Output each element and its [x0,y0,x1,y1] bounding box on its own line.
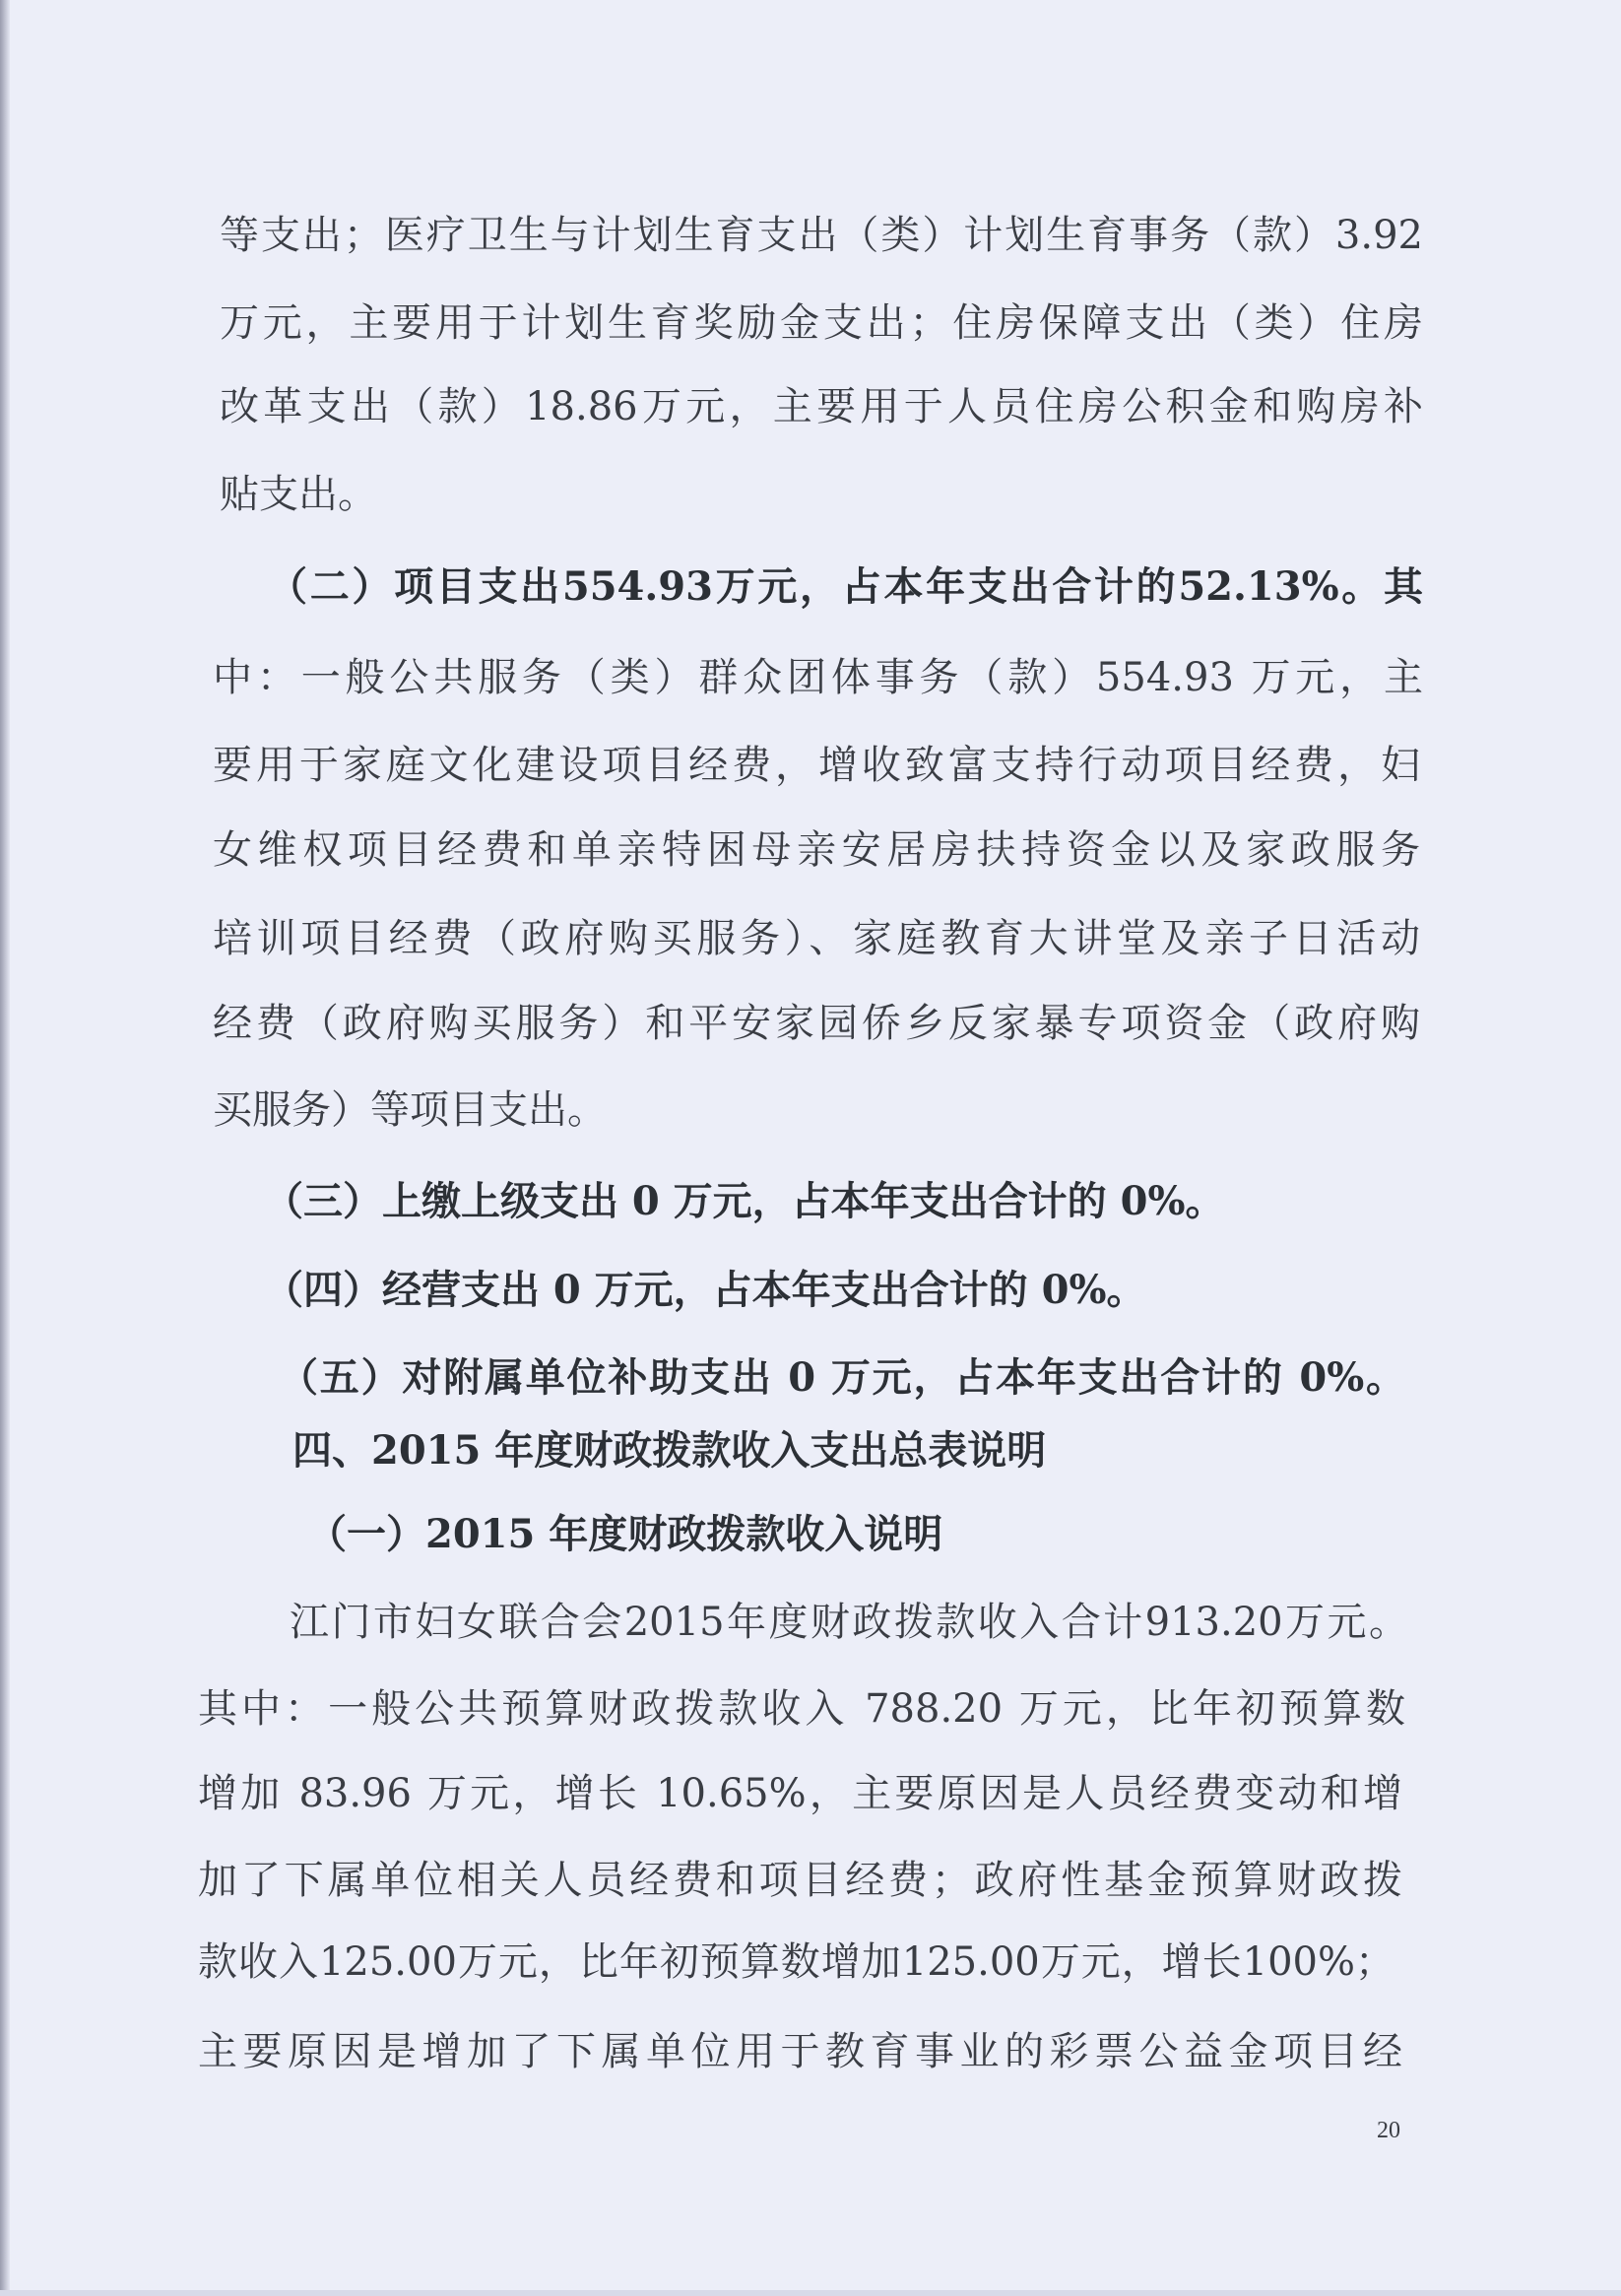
body-text-line: 经费（政府购买服务）和平安家园侨乡反家暴专项资金（政府购 [213,1001,1420,1046]
body-text-line: 款收入125.00万元，比年初预算数增加125.00万元，增长100%； [198,1939,1394,1985]
body-text-line: 培训项目经费（政府购买服务）、家庭教育大讲堂及亲子日活动 [213,916,1420,961]
section-heading-fiscal-income: （一）2015 年度财政拨款收入说明 [307,1511,943,1557]
scan-edge [0,0,10,2296]
body-text-line: 其中：一般公共预算财政拨款收入 788.20 万元，比年初预算数 [198,1686,1405,1732]
body-text-line: 加了下属单位相关人员经费和项目经费；政府性基金预算财政拨 [198,1858,1402,1903]
body-text-line: 等支出；医疗卫生与计划生育支出（类）计划生育事务（款）3.92 [220,213,1423,258]
chapter-heading-fiscal-summary: 四、2015 年度财政拨款收入支出总表说明 [292,1427,1047,1474]
section-heading-superior-payment: （三）上缴上级支出 0 万元，占本年支出合计的 0%。 [264,1178,1225,1224]
section-heading-subsidiary-subsidy: （五）对附属单位补助支出 0 万元，占本年支出合计的 0%。 [279,1355,1405,1401]
section-heading-project-expenditure: （二）项目支出554.93万元，占本年支出合计的52.13%。其 [268,564,1423,610]
body-text-line: 江门市妇女联合会2015年度财政拨款收入合计913.20万元。 [290,1600,1408,1645]
body-text-line: 贴支出。 [220,472,377,517]
body-text-line: 女维权项目经费和单亲特困母亲安居房扶持资金以及家政服务 [213,827,1420,873]
body-text-line: 中：一般公共服务（类）群众团体事务（款）554.93 万元，主 [213,655,1423,700]
body-text-line: 改革支出（款）18.86万元，主要用于人员住房公积金和购房补 [220,384,1423,429]
body-text-line: 要用于家庭文化建设项目经费，增收致富支持行动项目经费，妇 [213,743,1420,788]
page-number: 20 [1377,2118,1400,2143]
body-text-line: 万元，主要用于计划生育奖励金支出；住房保障支出（类）住房 [220,300,1423,346]
section-heading-operating-expenditure: （四）经营支出 0 万元，占本年支出合计的 0%。 [264,1267,1146,1313]
scan-edge-bottom [0,2290,1621,2296]
body-text-line: 主要原因是增加了下属单位用于教育事业的彩票公益金项目经 [198,2029,1402,2074]
body-text-line: 增加 83.96 万元，增长 10.65%，主要原因是人员经费变动和增 [198,1771,1402,1816]
body-text-line: 买服务）等项目支出。 [213,1087,607,1133]
